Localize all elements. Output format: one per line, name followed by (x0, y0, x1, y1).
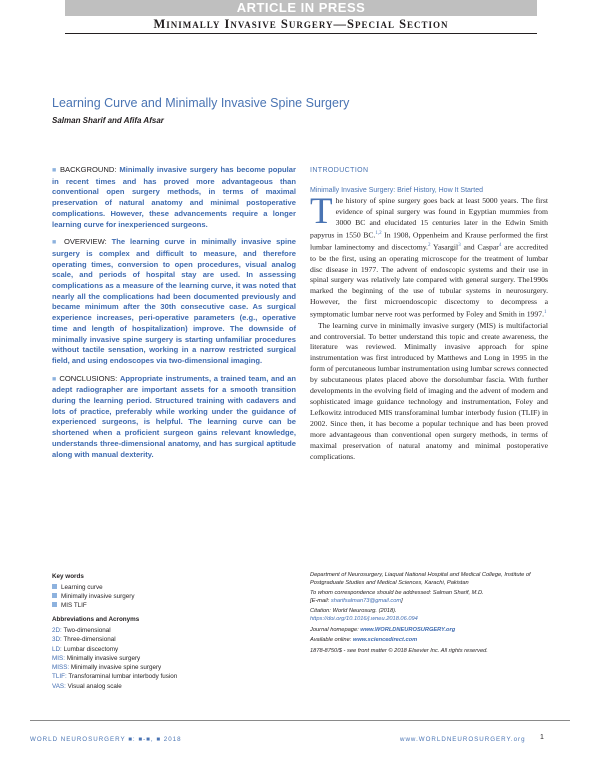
text-run: he history of spine surgery goes back at least 5000 years. The first evidence of spinal surgery was found in Egyptian mummies from 3000 BC and elucidated 15 centuries later in the Edwin Smith papyrus in 1550 BC. (310, 196, 548, 240)
keywords-list (52, 583, 134, 610)
bullet-icon: ■ (52, 239, 60, 247)
reference-link[interactable]: 4 (498, 243, 502, 249)
bullet-icon: ■ (52, 375, 57, 383)
abbreviation-text: Minimally invasive surgery (66, 654, 141, 662)
abstract-label: CONCLUSIONS: (59, 373, 118, 383)
abstract (52, 165, 296, 467)
online-prefix: Available online: (310, 637, 353, 644)
abbreviation-text: Visual analog scale (67, 682, 122, 690)
doi-link[interactable]: https://doi.org/10.1016/j.wneu.2018.06.094 (310, 615, 418, 622)
abbreviation-item (52, 682, 177, 691)
abstract-conclusions (52, 374, 296, 461)
article-authors: Salman Sharif and Afifa Afsar (52, 116, 164, 125)
abbreviation-item (52, 626, 177, 635)
page-number: 1 (540, 734, 544, 741)
abbreviation-text: Transforaminal lumbar interbody fusion (68, 673, 178, 681)
correspondence (310, 590, 550, 605)
citation-text: Citation: World Neurosurg. (2018). (310, 608, 397, 615)
introduction-heading: INTRODUCTION (310, 167, 369, 174)
available-online (310, 637, 550, 645)
reference-link[interactable]: 1,2 (375, 230, 382, 236)
intro-paragraph-2: The learning curve in minimally invasive surgery (MIS) is multifactorial and controversial. To better understand this topic and create awareness, the literature was reviewed. Minimally invasive approach for spine instrumentation was first introduced by Matthews and Long in 1995 in the form of percutaneous lumbar instrumentation using lumbar screws connected by subcutaneous plates placed above the dorsolumbar fascia. With further developments in the evolving field of imaging and the advent of modern and sophisticated image guidance technology and instrumentation, Foley and Lefkowitz introduced MIS transforaminal lumbar interbody fusion (TLIF) in 2002. Since then, it has become a popular technique and has been proved more advantageous than conventional open surgery methods, in terms of maximal preservation of natural anatomy and minimal postoperative complications. (310, 320, 548, 461)
abbreviations-list (52, 626, 177, 691)
abbreviation-code: MISS: (52, 664, 70, 672)
abstract-text: Minimally invasive surgery has become popular in recent times and has proved more advantageous than conventional open surgery methods, in terms of maximal preservation of natural anatomy and minimal postoperative complications. However, these advancements require a longer learning curve for inexperienced surgeons. (52, 165, 296, 229)
correspondence-text: To whom correspondence should be addressed: Salman Sharif, M.D. (310, 590, 484, 597)
abbreviation-text: Two-dimensional (63, 627, 111, 634)
abbreviation-text: Minimally invasive spine surgery (70, 664, 162, 672)
email-prefix: [E-mail: (310, 597, 331, 604)
abbreviation-code: TLIF: (52, 673, 67, 681)
footer-divider (30, 720, 570, 721)
abbreviation-text: Lumbar discectomy (63, 645, 119, 653)
reference-link[interactable]: 2 (427, 243, 431, 249)
introduction-subheading: Minimally Invasive Surgery: Brief History, How It Started (310, 187, 483, 194)
journal-prefix: Journal homepage: (310, 626, 361, 633)
citation (310, 608, 550, 623)
abstract-label: BACKGROUND: (59, 165, 117, 174)
abbreviation-code: LD: (52, 645, 62, 653)
sciencedirect-link[interactable]: www.sciencedirect.com (352, 637, 418, 644)
footer-journal-issue: WORLD NEUROSURGERY ■: ■-■, ■ 2018 (30, 736, 182, 743)
text-run: are accredited to be the first, using an operating microscope for the treatment of lumbar disc disease in 1977. The advent of endoscopic systems and their use in spinal surgery was relatively late compared with general surgery. The1990s marked the beginning of the use of tubular systems in neurosurgery. However, the first microendoscopic discectomy to decompress a symptomatic lumbar nerve root was performed by Foley and Smith in 1997. (310, 242, 548, 319)
text-run: Yasargil (430, 242, 459, 252)
reference-link[interactable]: 3 (458, 243, 461, 249)
abstract-text: Appropriate instruments, a trained team, and an adept radiographer are important assets for a smooth transition during the learning period. Structured training with cadavers and lots of practice, preferably while working under the guidance of experienced surgeons, is helpful. The learning curve can be shortened when a proficient surgeon gains relevant knowledge, understands three-dimensional anatomy, and has surgical aptitude along with manual dexterity. (52, 373, 296, 459)
affiliations (310, 572, 550, 658)
journal-homepage (310, 627, 550, 635)
abbreviations-label: Abbreviations and Acronyms (52, 616, 140, 623)
affiliation-department: Department of Neurosurgery, Liaquat National Hospital and Medical College, Institute of Postgraduate Studies and Medical Sciences, Karachi, Pakistan (310, 572, 531, 586)
abbreviation-item (52, 635, 177, 644)
abbreviation-text: Three-dimensional (63, 636, 116, 644)
section-title: Minimally Invasive Surgery—Special Section (153, 17, 449, 31)
text-run: and Caspar (460, 242, 499, 252)
reference-link[interactable]: 1 (544, 310, 547, 316)
abbreviation-code: 3D: (52, 636, 62, 644)
abstract-text: The learning curve in minimally invasive spine surgery is complex and difficult to measure, and therefore operating times, conversion to open procedures, visual analog scale, and periods of hospital stay are used. In assessing complications as a measure of the learning curve, it was noted that nearly all the complications had been documented previously and became minimum after the 30th consecutive case. As surgical experience increases, peri-operative parameters (e.g., operative time and length of hospitalization) improve. The downside of minimally invasive spine surgery is starting unfamiliar procedures without tactile sensation, working in a narrow restricted surgical field, and using endoscopes via two-dimensional imaging. (52, 237, 296, 365)
header-divider (65, 33, 537, 34)
journal-link[interactable]: www.WORLDNEUROSURGERY.org (360, 626, 456, 633)
text-run: In 1908, Oppenheim and Krause performed the first lumbar laminectomy and discectomy. (310, 230, 549, 252)
footer-journal-url[interactable]: www.WORLDNEUROSURGERY.org (400, 736, 526, 743)
intro-paragraph-1 (310, 191, 549, 321)
email-suffix: ] (401, 597, 403, 604)
abbreviation-item (52, 645, 177, 654)
article-in-press-banner: ARTICLE IN PRESS (65, 0, 537, 16)
abbreviation-item (52, 654, 177, 663)
drop-cap: T (310, 191, 333, 232)
abbreviation-item (52, 663, 177, 672)
abbreviation-item (52, 672, 177, 681)
copyright: 1878-8750/$ - see front matter © 2018 Elsevier Inc. All rights reserved. (310, 647, 488, 654)
keyword-item: Minimally invasive surgery (52, 592, 134, 601)
email-link[interactable]: sharifsalman73@gmail.com (330, 597, 402, 604)
introduction-body (310, 191, 549, 462)
abbreviation-code: 2D: (52, 627, 62, 634)
abbreviation-code: MIS: (52, 654, 65, 662)
bullet-icon: ■ (52, 167, 58, 174)
keyword-item: Learning curve (52, 583, 134, 592)
article-title: Learning Curve and Minimally Invasive Spine Surgery (52, 96, 350, 110)
keyword-item: MIS TLIF (52, 601, 134, 610)
abstract-overview (52, 237, 296, 366)
abbreviation-code: VAS: (52, 682, 66, 690)
keywords-label: Key words (52, 573, 84, 580)
abstract-background (52, 165, 296, 230)
abstract-label: OVERVIEW: (63, 237, 107, 247)
